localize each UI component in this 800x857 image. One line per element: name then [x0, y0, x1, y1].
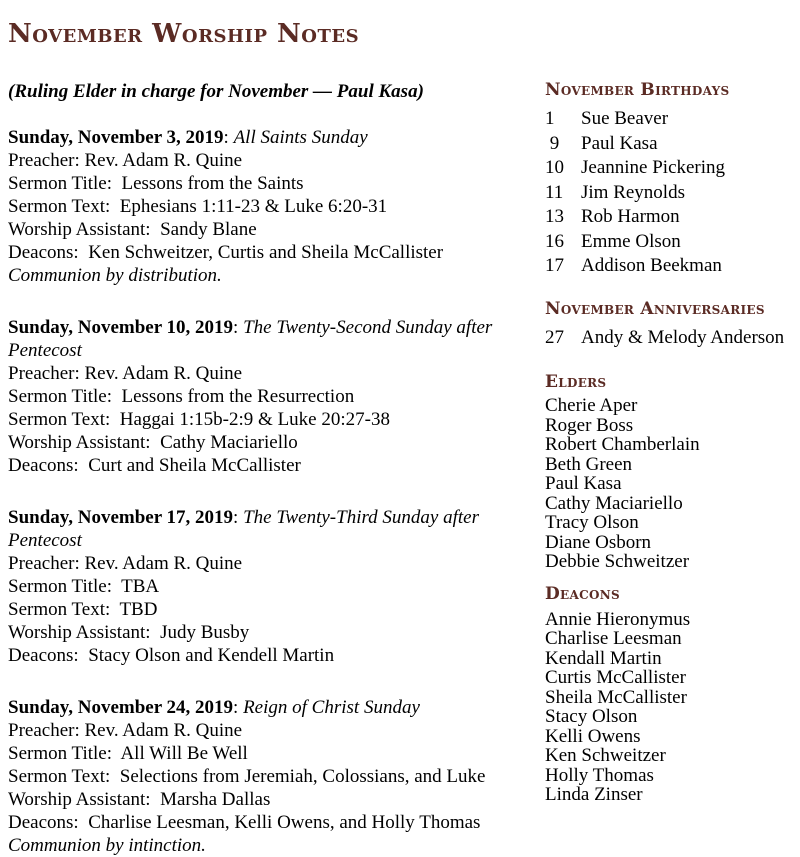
anniversaries-list — [545, 326, 797, 351]
elder-name: Cathy Maciariello — [545, 492, 683, 514]
service-details — [8, 719, 543, 834]
elders-heading: Elders — [545, 372, 607, 392]
birthdays-section — [545, 80, 797, 279]
service-name: The Twenty-Third Sunday after Pentecost — [8, 507, 484, 551]
elder-name: Debbie Schweitzer — [545, 551, 690, 572]
service-heading — [8, 506, 543, 552]
deacon-name: Kelli Owens — [545, 725, 641, 747]
anniversaries-section — [545, 299, 797, 351]
birthday-name: Paul Kasa — [581, 132, 658, 154]
elder-name: Roger Boss — [545, 414, 634, 436]
service-detail-line: Deacons: Ken Schweitzer, Curtis and Sheila McCallister — [8, 242, 444, 263]
service-detail-line: Worship Assistant: Marsha Dallas — [8, 789, 271, 810]
service-block-nov-3 — [8, 126, 543, 287]
service-heading — [8, 696, 543, 719]
deacons-heading: Deacons — [545, 583, 620, 604]
service-heading — [8, 316, 543, 362]
birthday-name: Jim Reynolds — [581, 181, 685, 203]
service-name: The Twenty-Second Sunday after Pentecost — [8, 317, 498, 361]
birthday-day: 10 — [545, 157, 564, 178]
deacon-name: Linda Zinser — [545, 784, 643, 805]
birthday-item — [545, 132, 797, 157]
deacon-name: Sheila McCallister — [545, 686, 687, 708]
service-detail-line: Deacons: Curt and Sheila McCallister — [8, 455, 301, 476]
deacon-name: Stacy Olson — [545, 706, 638, 727]
deacon-name: Annie Hieronymus — [545, 608, 691, 630]
heading-separator: : — [233, 507, 244, 528]
elder-name: Diane Osborn — [545, 531, 652, 553]
service-date: Sunday, November 17, 2019 — [8, 507, 234, 528]
service-detail-line: Sermon Text: Selections from Jeremiah, Colossians, and Luke — [8, 766, 486, 787]
birthday-day: 13 — [545, 206, 564, 227]
service-details — [8, 362, 543, 477]
page-title: November Worship Notes — [8, 19, 360, 50]
anniversaries-heading: November Anniversaries — [545, 298, 765, 319]
service-detail-line: Preacher: Rev. Adam R. Quine — [8, 363, 243, 384]
birthday-item — [545, 181, 797, 206]
anniversary-item — [545, 326, 797, 351]
service-detail-line: Deacons: Stacy Olson and Kendell Martin — [8, 645, 335, 666]
service-detail-line: Sermon Title: Lessons from the Resurrection — [8, 386, 355, 407]
anniversary-day: 27 — [545, 326, 564, 348]
service-detail-line: Preacher: Rev. Adam R. Quine — [8, 150, 243, 171]
service-detail-line: Sermon Text: Ephesians 1:11-23 & Luke 6:20-31 — [8, 196, 388, 217]
service-name: Reign of Christ Sunday — [243, 697, 420, 718]
service-detail-line: Sermon Title: Lessons from the Saints — [8, 173, 304, 194]
birthday-item — [545, 230, 797, 255]
service-block-nov-17 — [8, 506, 543, 667]
deacons-list — [545, 610, 797, 805]
anniversary-name: Andy & Melody Anderson — [581, 326, 785, 348]
service-block-nov-10 — [8, 316, 543, 477]
worship-notes-column — [8, 80, 543, 857]
birthday-day: 9 — [545, 132, 560, 154]
birthday-item — [545, 107, 797, 132]
elder-name: Robert Chamberlain — [545, 434, 700, 455]
birthday-day: 17 — [545, 255, 564, 276]
communion-note: Communion by intinction. — [8, 835, 206, 856]
service-detail-line: Worship Assistant: Judy Busby — [8, 622, 250, 643]
birthday-item — [545, 254, 797, 279]
heading-separator: : — [233, 317, 244, 338]
heading-separator: : — [233, 697, 244, 718]
service-detail-line: Deacons: Charlise Leesman, Kelli Owens, and Holly Thomas — [8, 812, 481, 833]
service-detail-line: Sermon Title: TBA — [8, 576, 160, 597]
birthday-day: 1 — [545, 108, 555, 129]
service-date: Sunday, November 3, 2019 — [8, 127, 224, 148]
heading-separator: : — [223, 127, 234, 148]
birthday-item — [545, 205, 797, 230]
service-details — [8, 552, 543, 667]
birthdays-list — [545, 107, 797, 279]
birthday-name: Addison Beekman — [581, 255, 722, 276]
service-detail-line: Worship Assistant: Sandy Blane — [8, 219, 257, 240]
service-name: All Saints Sunday — [233, 127, 368, 148]
service-heading — [8, 126, 543, 149]
birthday-item — [545, 156, 797, 181]
elder-name: Paul Kasa — [545, 473, 622, 494]
birthday-name: Emme Olson — [581, 230, 681, 252]
service-date: Sunday, November 24, 2019 — [8, 697, 234, 718]
birthday-day: 11 — [545, 181, 564, 203]
elders-section — [545, 372, 797, 572]
service-date: Sunday, November 10, 2019 — [8, 317, 234, 338]
birthday-name: Jeannine Pickering — [581, 157, 726, 178]
deacon-name: Kendall Martin — [545, 647, 662, 669]
communion-note: Communion by distribution. — [8, 265, 222, 286]
birthday-day: 16 — [545, 230, 564, 252]
sidebar-column — [545, 80, 797, 805]
birthday-name: Sue Beaver — [581, 108, 669, 129]
service-details — [8, 149, 543, 264]
service-detail-line: Preacher: Rev. Adam R. Quine — [8, 553, 243, 574]
service-detail-line: Worship Assistant: Cathy Maciariello — [8, 432, 298, 453]
ruling-elder-note: (Ruling Elder in charge for November — Paul Kasa) — [8, 81, 424, 102]
deacon-name: Curtis McCallister — [545, 667, 686, 688]
service-detail-line: Sermon Text: TBD — [8, 599, 158, 620]
service-detail-line: Sermon Title: All Will Be Well — [8, 743, 248, 764]
service-detail-line: Preacher: Rev. Adam R. Quine — [8, 720, 243, 741]
deacons-section — [545, 584, 797, 805]
deacon-name: Holly Thomas — [545, 764, 654, 786]
elder-name: Beth Green — [545, 453, 633, 475]
service-detail-line: Sermon Text: Haggai 1:15b-2:9 & Luke 20:27-38 — [8, 409, 390, 430]
service-block-nov-24 — [8, 696, 543, 857]
elders-list — [545, 396, 797, 572]
elder-name: Cherie Aper — [545, 395, 638, 416]
deacon-name: Ken Schweitzer — [545, 745, 666, 766]
elder-name: Tracy Olson — [545, 512, 639, 533]
birthday-name: Rob Harmon — [581, 206, 680, 227]
birthdays-heading: November Birthdays — [545, 80, 730, 100]
deacon-name: Charlise Leesman — [545, 628, 682, 649]
